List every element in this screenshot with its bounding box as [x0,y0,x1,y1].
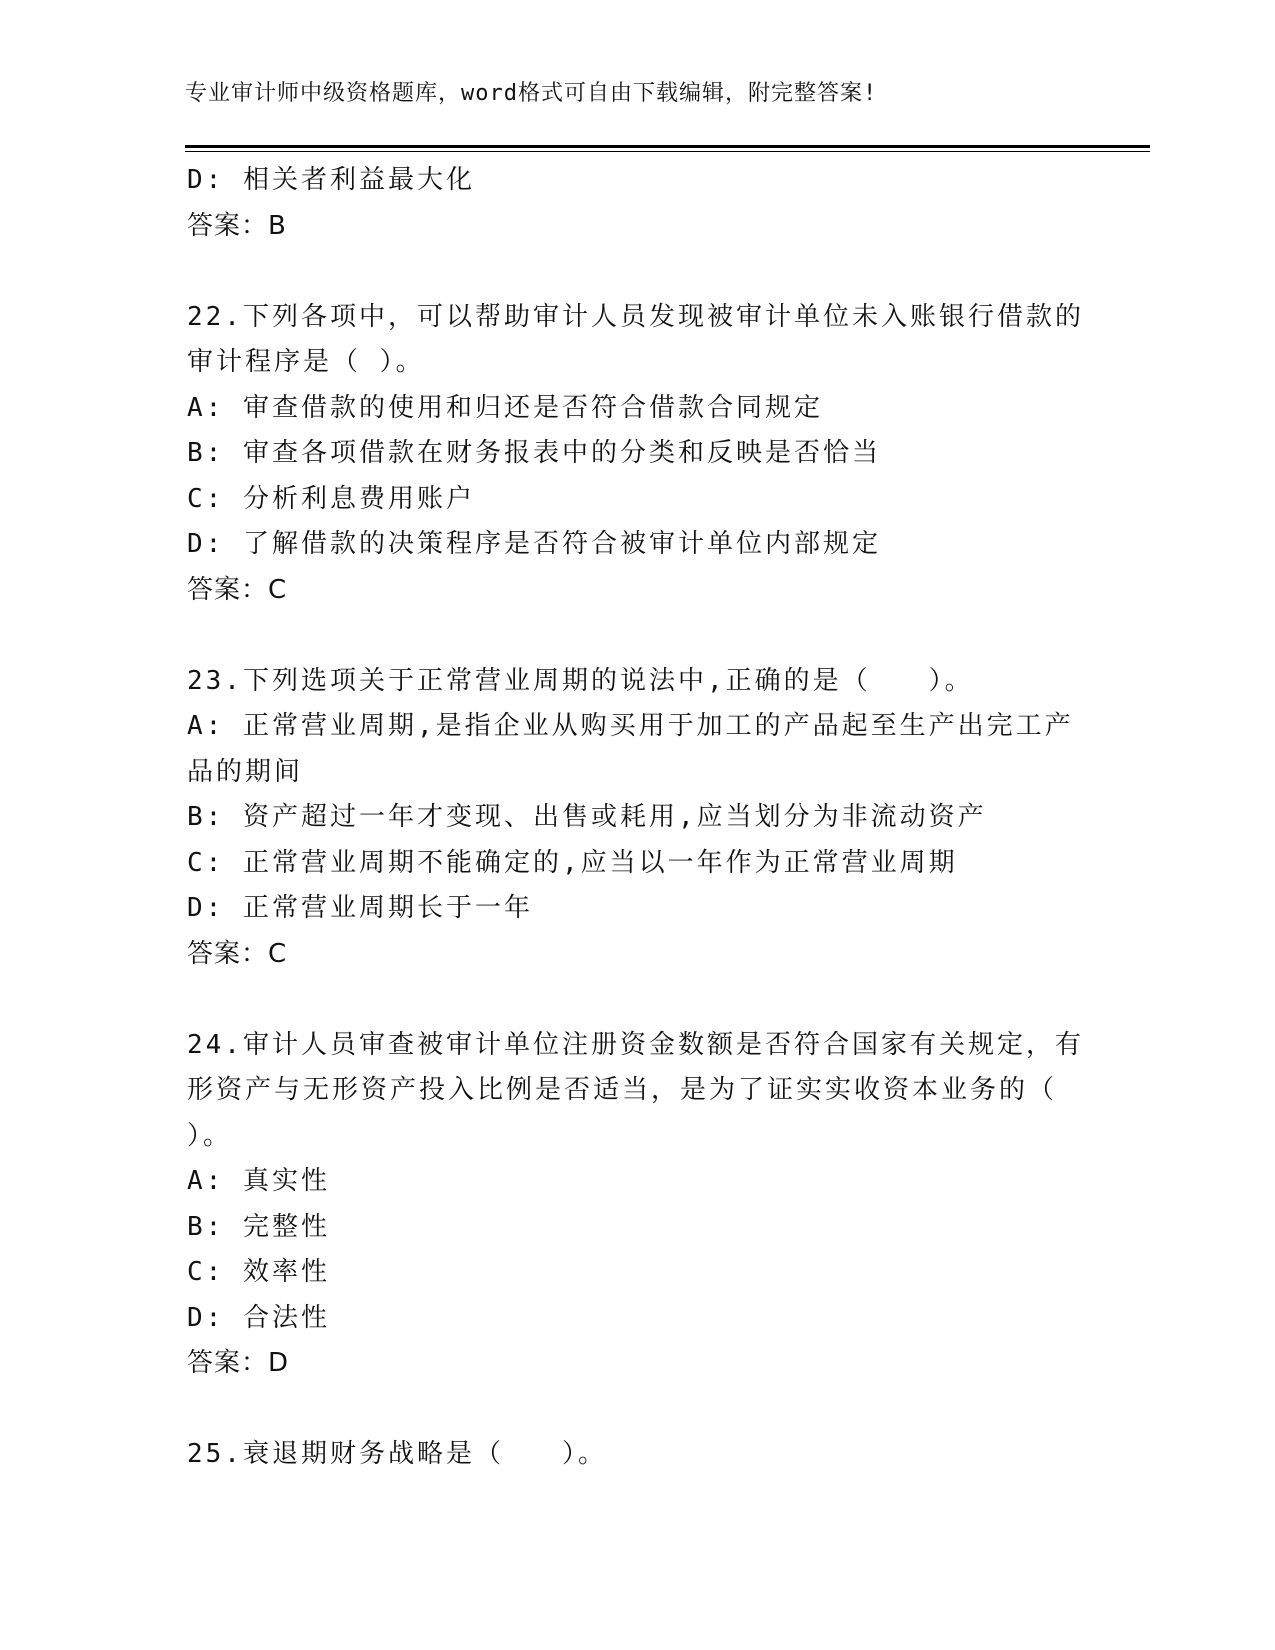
answer: 答案：B [187,210,287,241]
question-stem: 25.衰退期财务战略是（ ）。 [187,1439,607,1469]
spacer [187,613,1127,659]
header-rule-thin [185,151,1150,152]
option-c: C: 分析利息费用账户 [187,483,475,514]
answer: 答案：D [187,1348,290,1378]
answer: 答案：C [187,574,288,605]
option-d: D: 相关者利益最大化 [187,165,475,195]
question-24 [187,1023,1127,1387]
option-d: D: 合法性 [187,1302,330,1333]
option-a: A: 真实性 [187,1166,330,1196]
question-25 [187,1432,1127,1478]
answer: 答案：C [187,938,288,969]
option-d: D: 正常营业周期长于一年 [187,893,533,923]
question-22 [187,295,1127,614]
spacer [187,977,1127,1023]
option-a: A: 审查借款的使用和归还是否符合借款合同规定 [187,392,823,423]
question-stem: 审计程序是（ ）。 [187,347,425,377]
option-c: C: 正常营业周期不能确定的,应当以一年作为正常营业周期 [187,847,958,878]
option-a: A: 正常营业周期,是指企业从购买用于加工的产品起至生产出完工产 [187,711,1074,741]
question-stem: ）。 [187,1120,233,1151]
question-21-continuation [187,158,1127,249]
option-b: B: 完整性 [187,1211,330,1242]
document-body [187,158,1127,1478]
question-23 [187,659,1127,978]
question-stem: 形资产与无形资产投入比例是否适当，是为了证实实收资本业务的（ [187,1075,1058,1105]
spacer [187,249,1127,295]
option-d: D: 了解借款的决策程序是否符合被审计单位内部规定 [187,529,881,559]
question-stem: 22.下列各项中，可以帮助审计人员发现被审计单位未入账银行借款的 [187,301,1084,332]
option-a-continued: 品的期间 [187,756,304,787]
option-b: B: 资产超过一年才变现、出售或耗用,应当划分为非流动资产 [187,802,987,832]
option-b: B: 审查各项借款在财务报表中的分类和反映是否恰当 [187,438,881,468]
question-stem: 23.下列选项关于正常营业周期的说法中,正确的是（ ）。 [187,665,974,696]
header-rule-thick [185,145,1150,148]
question-stem: 24.审计人员审查被审计单位注册资金数额是否符合国家有关规定，有 [187,1029,1084,1060]
spacer [187,1387,1127,1433]
page-header: 专业审计师中级资格题库，word格式可自由下载编辑，附完整答案! [185,81,878,106]
option-c: C: 效率性 [187,1257,330,1287]
